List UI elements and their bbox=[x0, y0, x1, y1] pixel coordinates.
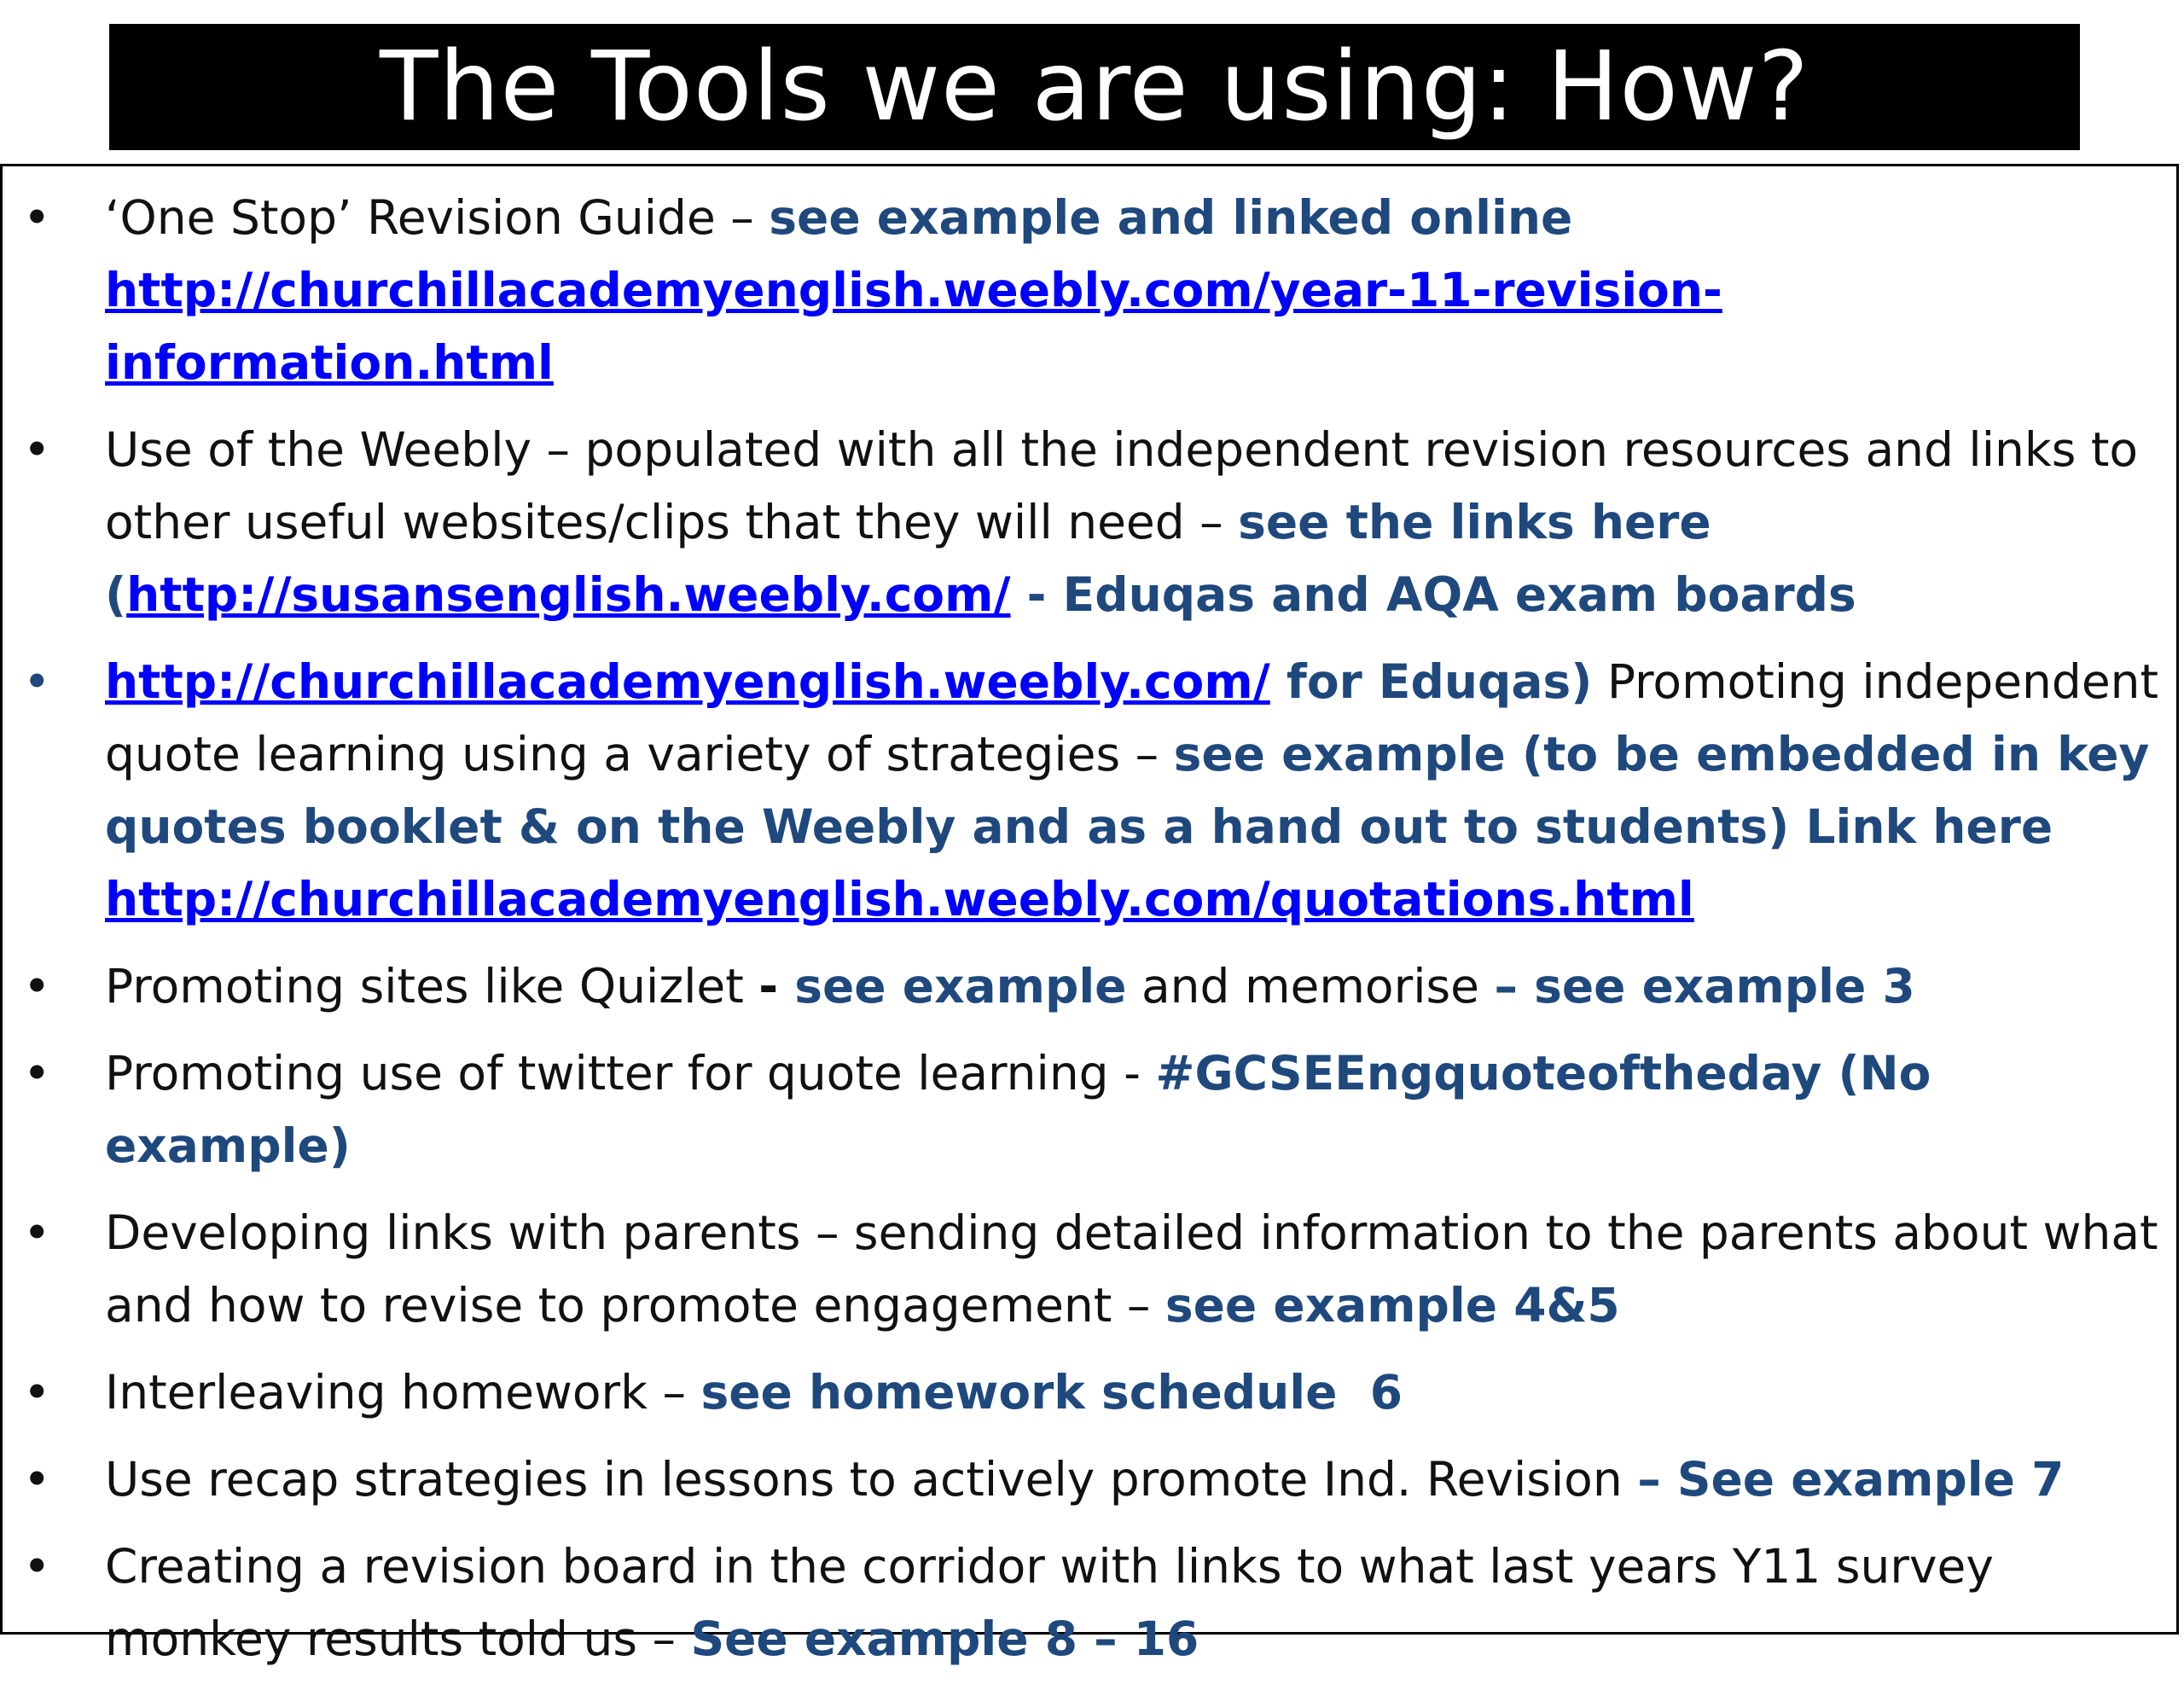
list-item bbox=[3, 646, 2181, 936]
item-text: Developing links with parents – sending detailed information to the parents about what and how to revise to promote engagement – bbox=[105, 1205, 2158, 1333]
revision-info-link[interactable]: http://churchillacademyenglish.weebly.com/year-11-revision-information.html bbox=[105, 263, 1722, 390]
quotations-link[interactable]: http://churchillacademyenglish.weebly.com/quotations.html bbox=[105, 872, 1694, 926]
item-emphasis: see example bbox=[778, 959, 1127, 1013]
item-text: Use recap strategies in lessons to actively promote Ind. Revision bbox=[105, 1452, 1638, 1507]
list-item bbox=[3, 414, 2181, 631]
item-text: Creating a revision board in the corridor with links to what last years Y11 survey monkey results told us – bbox=[105, 1539, 1994, 1666]
item-emphasis: see example and linked online bbox=[769, 190, 1573, 245]
item-emphasis: – see example 3 bbox=[1494, 959, 1915, 1013]
item-text: ‘One Stop’ Revision Guide – bbox=[105, 190, 770, 245]
item-text: Interleaving homework – bbox=[105, 1365, 701, 1420]
item-text: Use of the Weebly – populated with all the independent revision resources and links to other useful websites/clips that they will need – bbox=[105, 422, 2139, 549]
bullet-dot-icon: • bbox=[23, 422, 51, 477]
bullet-dot-icon: • bbox=[23, 959, 51, 1013]
list-item bbox=[3, 1037, 2181, 1182]
item-emphasis: see homework schedule 6 bbox=[700, 1365, 1403, 1420]
bullet-dot-icon: • bbox=[23, 1205, 51, 1260]
item-emphasis: See example 8 – 16 bbox=[690, 1612, 1199, 1666]
list-item bbox=[3, 1356, 2181, 1429]
item-emphasis: see example 4&5 bbox=[1165, 1278, 1620, 1333]
bullet-dot-icon: • bbox=[23, 1452, 51, 1507]
item-emphasis: #GCSEEngquoteoftheday (No example) bbox=[105, 1046, 1931, 1173]
bullet-dot-icon: • bbox=[23, 1365, 51, 1420]
item-text: Promoting use of twitter for quote learning - bbox=[105, 1046, 1156, 1101]
bullet-list bbox=[3, 182, 2181, 1690]
item-emphasis: – See example 7 bbox=[1637, 1452, 2065, 1507]
item-emphasis: - Eduqas and AQA exam boards bbox=[1010, 567, 1856, 622]
title-banner bbox=[109, 24, 2080, 150]
item-text: and memorise bbox=[1126, 959, 1495, 1013]
item-dash: - bbox=[758, 959, 779, 1013]
list-item bbox=[3, 1443, 2181, 1516]
content-box bbox=[0, 164, 2179, 1666]
item-emphasis: for Eduqas) bbox=[1269, 654, 1593, 709]
bullet-dot-icon: • bbox=[23, 654, 51, 709]
churchill-english-link[interactable]: http://churchillacademyenglish.weebly.com/ bbox=[105, 654, 1270, 709]
list-item bbox=[3, 950, 2181, 1023]
list-item bbox=[3, 1197, 2181, 1342]
slide-title: The Tools we are using: How? bbox=[380, 32, 1809, 142]
bullet-dot-icon: • bbox=[23, 1539, 51, 1594]
item-text: Promoting independent quote learning using a variety of strategies – bbox=[105, 654, 2159, 781]
list-item bbox=[3, 1530, 2181, 1675]
item-emphasis: see example (to be embedded in key quotes booklet & on the Weebly and as a hand out to students) Link here bbox=[105, 727, 2150, 854]
bullet-dot-icon: • bbox=[23, 1046, 51, 1101]
bullet-dot-icon: • bbox=[23, 190, 51, 245]
list-item bbox=[3, 182, 2181, 399]
susans-english-link[interactable]: http://susansenglish.weebly.com/ bbox=[126, 567, 1011, 622]
item-emphasis: see the links here ( bbox=[105, 495, 1711, 622]
item-text: Promoting sites like Quizlet bbox=[105, 959, 759, 1013]
